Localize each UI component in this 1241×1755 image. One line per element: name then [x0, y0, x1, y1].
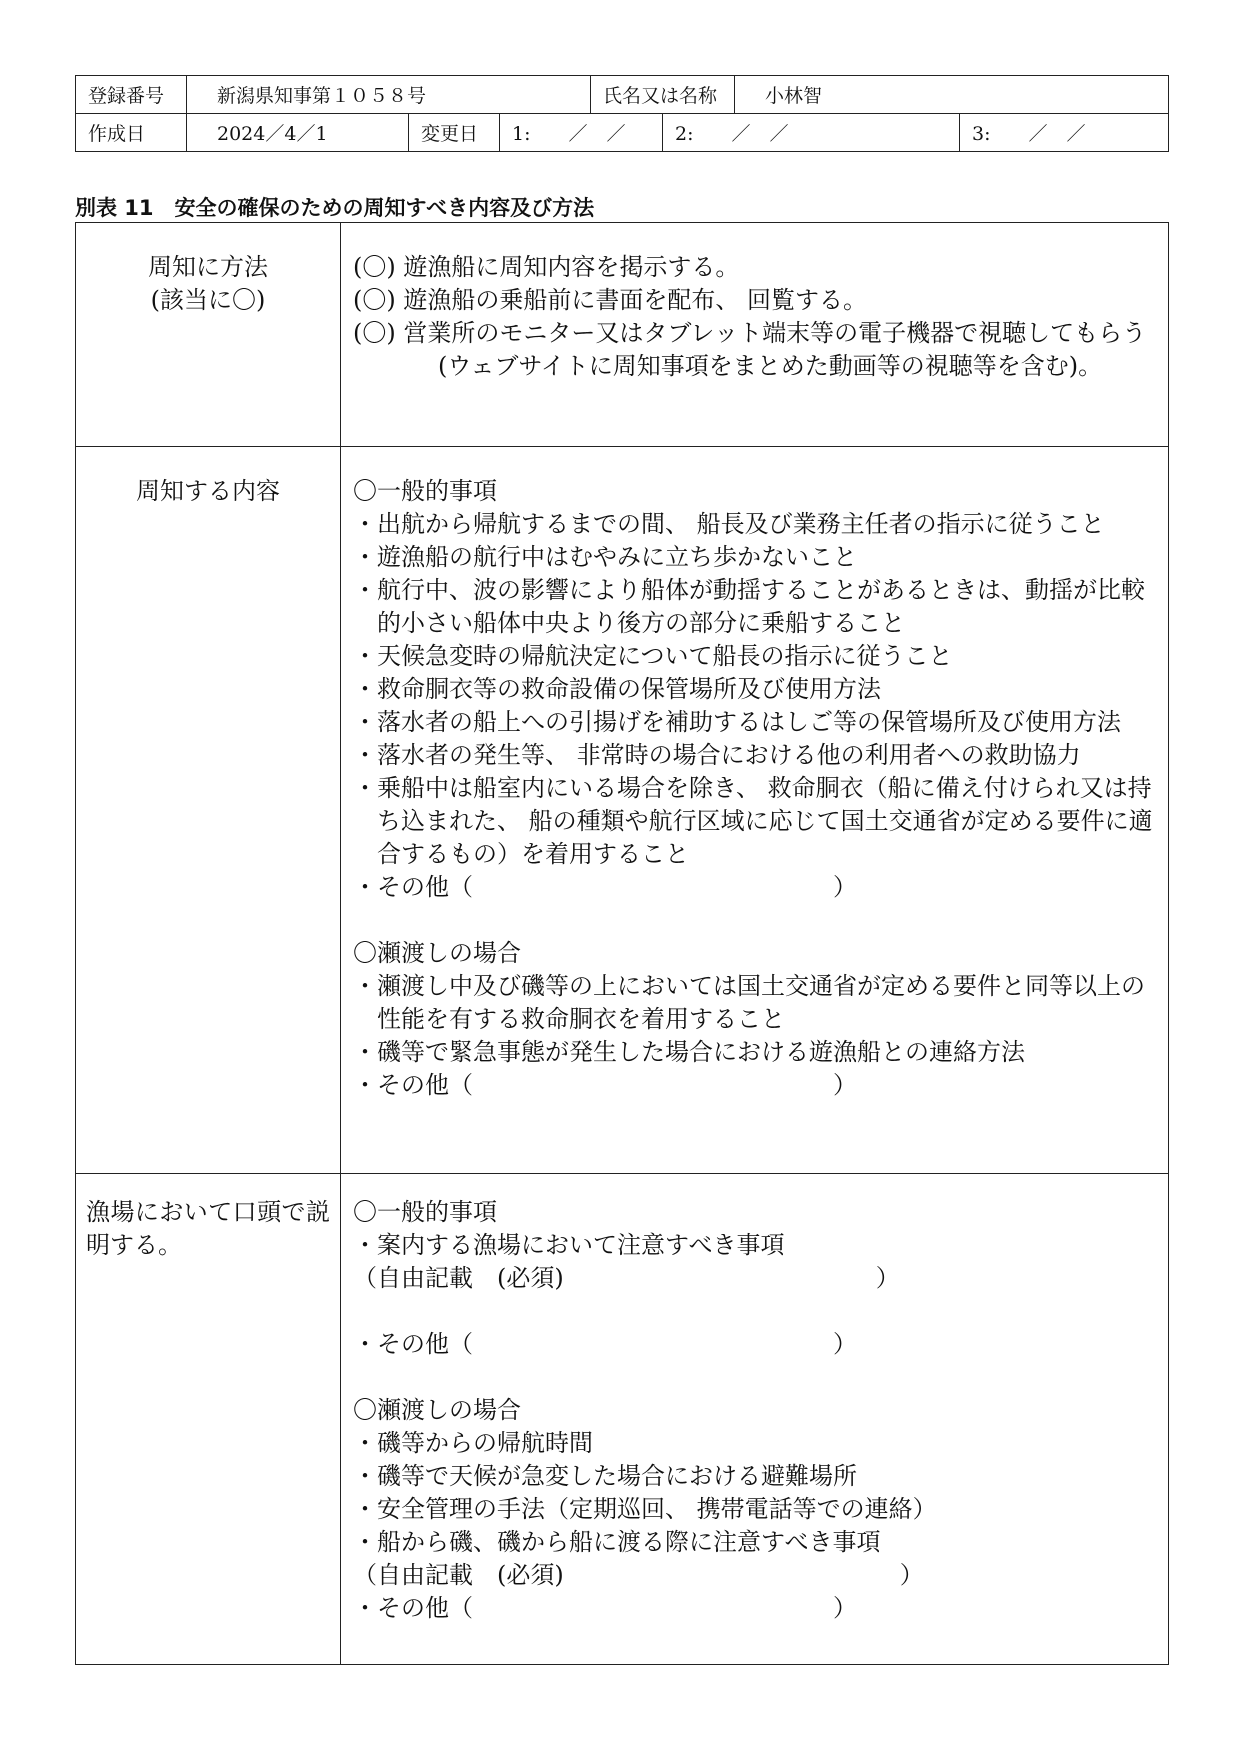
oral-items — [341, 1174, 1169, 1665]
oral-label-text: 漁場において口頭で説明する。 — [86, 1198, 330, 1259]
spacer — [353, 1295, 1158, 1328]
content-items — [341, 447, 1169, 1174]
list-item: ・落水者の発生等、 非常時の場合における他の利用者への救助協力 — [353, 741, 1081, 769]
other-item: ・その他（ ） — [353, 1330, 857, 1358]
other-item: ・その他（ ） — [353, 1071, 857, 1099]
change-date-1: 1: ／ ／ — [500, 114, 663, 152]
content-row — [76, 447, 1169, 1174]
oral-general-heading: 〇一般的事項 — [353, 1198, 497, 1226]
name-value: 小林智 — [735, 76, 1169, 114]
list-item: ・安全管理の手法（定期巡回、 携帯電話等での連絡） — [353, 1495, 937, 1523]
spacer — [353, 1361, 1158, 1394]
list-item: ・出航から帰航するまでの間、 船長及び業務主任者の指示に従うこと — [353, 510, 1105, 538]
other-item: ・その他（ ） — [353, 1594, 857, 1622]
created-date-value: 2024／4／1 — [187, 114, 409, 152]
created-date-label: 作成日 — [76, 114, 187, 152]
list-item: ・乗船中は船室内にいる場合を除き、 救命胴衣（船に備え付けられ又は持ち込まれた、 船の種類や航行区域に応じて国土交通省が定める要件に適合するもの）を着用すること — [353, 774, 1153, 868]
method-option-monitor: (〇) 営業所のモニター又はタブレット端末等の電子機器で視聴してもらう(ウェブサイトに周知事項をまとめた動画等の視聴等を含む)。 — [353, 319, 1147, 380]
list-item: ・船から磯、磯から船に渡る際に注意すべき事項 — [353, 1528, 881, 1556]
method-label-line1: 周知に方法 — [148, 253, 268, 281]
list-item: ・遊漁船の航行中はむやみに立ち歩かないこと — [353, 543, 857, 571]
list-item: ・航行中、波の影響により船体が動揺することがあるときは、動揺が比較的小さい船体中央より後方の部分に乗船すること — [353, 576, 1145, 637]
oral-sedo-heading: 〇瀬渡しの場合 — [353, 1396, 521, 1424]
method-option-post: (〇) 遊漁船に周知内容を掲示する。 — [353, 253, 740, 281]
sedo-heading: 〇瀬渡しの場合 — [353, 939, 521, 967]
list-item: ・天候急変時の帰航決定について船長の指示に従うこと — [353, 642, 953, 670]
notice-table — [75, 222, 1169, 1665]
list-item: ・案内する漁場において注意すべき事項 — [353, 1231, 785, 1259]
list-item: ・救命胴衣等の救命設備の保管場所及び使用方法 — [353, 675, 881, 703]
change-date-3: 3: ／ ／ — [960, 114, 1169, 152]
list-item: ・磯等からの帰航時間 — [353, 1429, 593, 1457]
general-heading: 〇一般的事項 — [353, 477, 497, 505]
registration-number: 新潟県知事第１０５８号 — [187, 76, 591, 114]
method-options — [341, 223, 1169, 447]
page-title: 別表 11 安全の確保のための周知すべき内容及び方法 — [75, 196, 595, 220]
method-label-line2: (該当に〇) — [150, 286, 266, 314]
content-label: 周知する内容 — [76, 447, 341, 1174]
header-table — [75, 75, 1169, 152]
list-item: ・落水者の船上への引揚げを補助するはしご等の保管場所及び使用方法 — [353, 708, 1121, 736]
list-item: ・磯等で天候が急変した場合における避難場所 — [353, 1462, 857, 1490]
change-date-2: 2: ／ ／ — [663, 114, 960, 152]
changed-date-label: 変更日 — [409, 114, 500, 152]
method-label — [76, 223, 341, 447]
oral-label — [76, 1174, 341, 1665]
other-item: ・その他（ ） — [353, 873, 857, 901]
free-entry-note: （自由記載 (必須) ） — [353, 1561, 924, 1589]
method-row — [76, 223, 1169, 447]
spacer — [353, 904, 1158, 937]
list-item: ・磯等で緊急事態が発生した場合における遊漁船との連絡方法 — [353, 1038, 1025, 1066]
registration-label: 登録番号 — [76, 76, 187, 114]
oral-row — [76, 1174, 1169, 1665]
free-entry-note: （自由記載 (必須) ） — [353, 1264, 900, 1292]
list-item: ・瀬渡し中及び磯等の上においては国土交通省が定める要件と同等以上の性能を有する救命胴衣を着用すること — [353, 972, 1145, 1033]
name-label: 氏名又は名称 — [591, 76, 735, 114]
method-option-document: (〇) 遊漁船の乗船前に書面を配布、 回覧する。 — [353, 286, 867, 314]
